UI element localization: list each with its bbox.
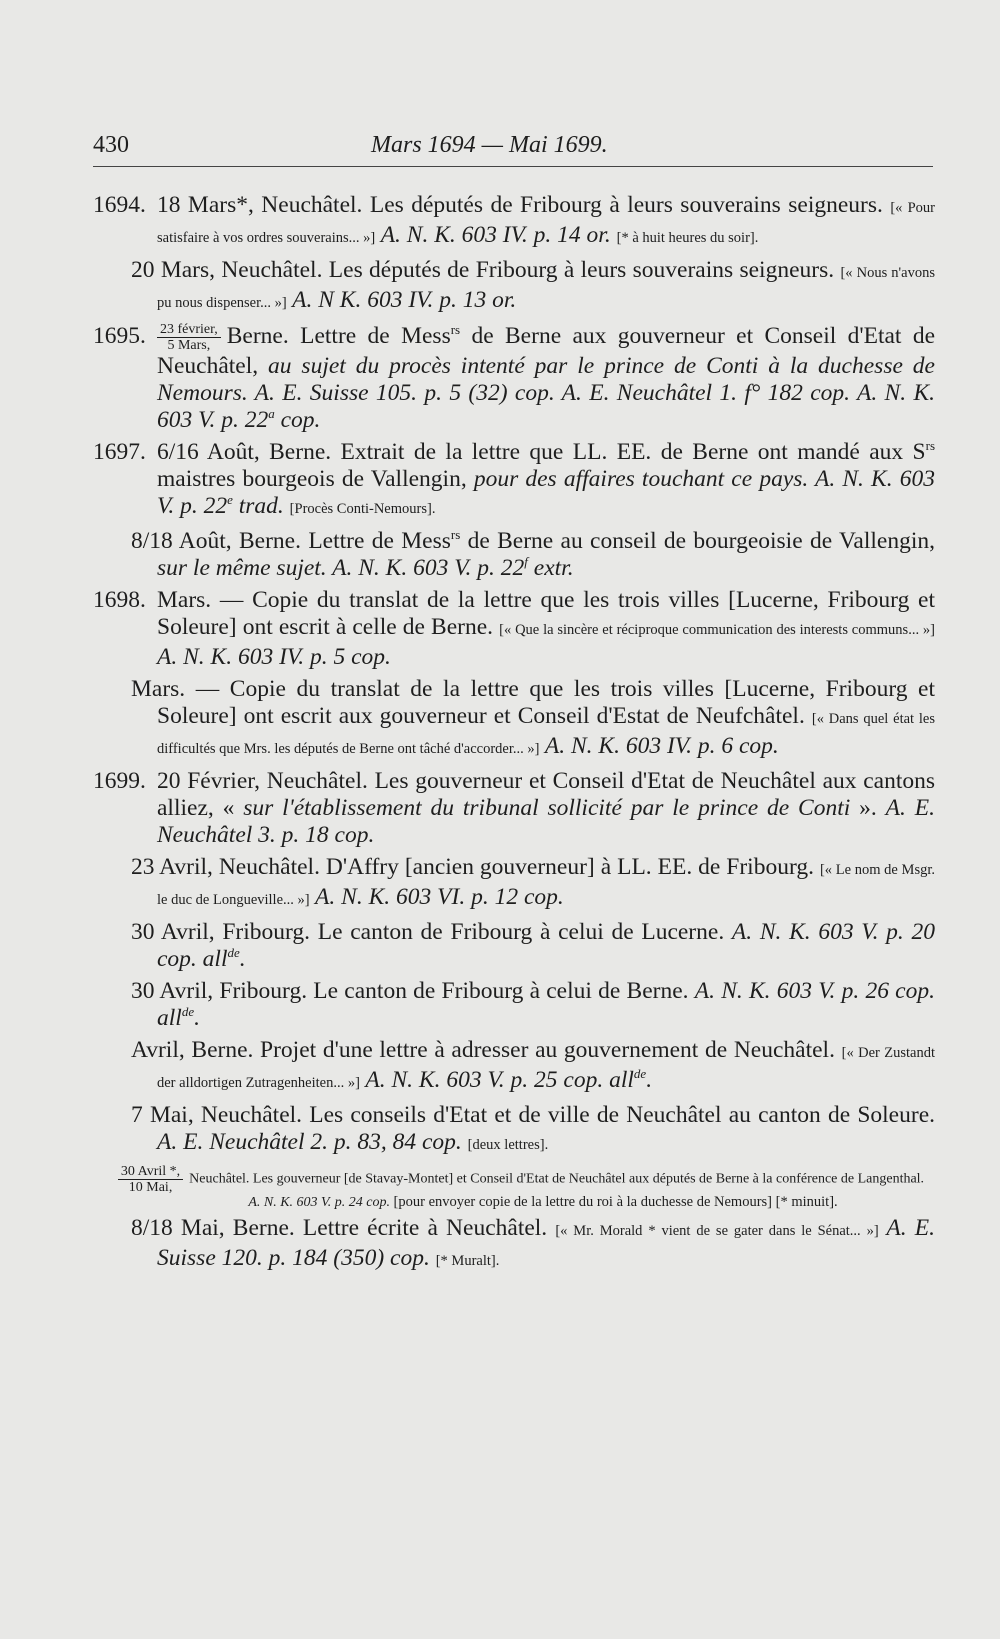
date-fraction-bottom: 5 Mars,: [167, 338, 211, 353]
archive-reference: .: [239, 946, 246, 972]
date-fraction-bottom: 10 Mai,: [128, 1180, 173, 1195]
entry-text: 8/18 Mai, Berne. Lettre écrite à Neuchâtel.: [131, 1215, 556, 1241]
entry: [93, 676, 935, 763]
archive-reference: trad.: [232, 493, 290, 519]
running-title: Mars 1694 — Mai 1699.: [371, 132, 608, 158]
entry-text: Mars. — Copie du translat de la lettre que les trois villes [Lucerne, Fribourg et Soleure] ont escrit aux gouverneur et Conseil d'Estat de Neufchâtel.: [131, 676, 935, 729]
entry-text: Neuchâtel. Les gouverneur [de Stavay-Montet] et Conseil d'Etat de Neuchâtel aux députés de Berne à la conférence de Langenthal.: [189, 1171, 925, 1187]
entry: [93, 528, 935, 582]
archive-reference: A. N K. 603 IV. p. 13 or.: [286, 287, 517, 313]
bracket-note: [« Pour satisfaire à vos ordres souverains... »]: [157, 200, 935, 246]
entry-text: 18 Mars*, Neuchâtel. Les députés de Fribourg à leurs souverains seigneurs.: [157, 192, 891, 218]
bracket-note: [« Nous n'avons pu nous dispenser... »]: [157, 265, 935, 311]
entry: [93, 919, 935, 973]
archive-reference: A. N. K. 603 V. p. 26 cop. all: [157, 978, 935, 1031]
entry: [93, 439, 935, 523]
entry: [93, 192, 935, 252]
bracket-note: [Procès Conti-Nemours].: [289, 501, 436, 517]
entry-text: 7 Mai, Neuchâtel. Les conseils d'Etat et de ville de Neuchâtel au canton de Soleure.: [131, 1102, 935, 1128]
archive-reference: A. N. K. 603 IV. p. 5 cop.: [157, 644, 391, 670]
archive-reference: sur l'établissement du tribunal sollicité par le prince de Conti: [243, 795, 851, 821]
archive-reference: A. N. K. 603 V. p. 25 cop. all: [359, 1067, 634, 1093]
entry: [93, 768, 935, 849]
superscript: rs: [925, 438, 935, 454]
bracket-note: [« Der Zustandt der alldortigen Zutragenheiten... »]: [157, 1045, 935, 1091]
archive-reference: A. E. Suisse 120. p. 184 (350) cop.: [157, 1215, 935, 1271]
entry-text: Berne. Lettre de Mess: [226, 322, 451, 349]
entry-text: 23 Avril, Neuchâtel. D'Affry [ancien gouverneur] à LL. EE. de Fribourg.: [131, 854, 820, 880]
bracket-note: [« Mr. Morald * vient de se gater dans le Sénat... »]: [555, 1223, 879, 1239]
entry-text: 6/16 Août, Berne. Extrait de la lettre que LL. EE. de Berne ont mandé aux S: [157, 439, 926, 465]
superscript: de: [633, 1066, 647, 1082]
entry-year: 1699.: [93, 768, 146, 794]
entry-year: 1698.: [93, 587, 146, 613]
date-fraction: [157, 322, 221, 353]
date-fraction-top: 23 février,: [157, 322, 221, 338]
superscript: rs: [450, 322, 461, 338]
entry: [93, 322, 935, 434]
archive-reference: A. E. Neuchâtel 3. p. 18 cop.: [157, 795, 936, 848]
archive-reference: extr.: [527, 555, 574, 581]
entry-year: 1695.: [93, 322, 146, 349]
superscript: f: [524, 554, 528, 570]
entry: [93, 587, 935, 671]
archive-reference: pour des affaires touchant ce pays. A. N. K. 603 V. p. 22: [157, 466, 935, 519]
entry-text: maistres bourgeois de Vallengin,: [157, 466, 474, 492]
archive-reference: au sujet du procès intenté par le prince de Conti à la duchesse de Nemours. A. E. Suisse 105. p. 5 (32) cop. A. E. Neuchâtel 1. f° 182 cop. A. N. K. 603 V. p. 22: [157, 353, 935, 433]
page-header: [93, 132, 933, 172]
entry: [93, 1102, 935, 1159]
entry-text: 20 Mars, Neuchâtel. Les députés de Fribourg à leurs souverains seigneurs.: [131, 257, 841, 283]
entry-text: de Berne aux gouverneur et Conseil d'Etat de Neuchâtel,: [157, 322, 935, 379]
entry-text: Avril, Berne. Projet d'une lettre à adresser au gouvernement de Neuchâtel.: [131, 1037, 842, 1063]
archive-reference: A. N. K. 603 IV. p. 6 cop.: [539, 733, 779, 759]
date-fraction: [118, 1164, 183, 1195]
archive-reference: A. N. K. 603 VI. p. 12 cop.: [309, 884, 564, 910]
entry-text: 30 Avril, Fribourg. Le canton de Fribourg à celui de Lucerne.: [131, 919, 732, 945]
date-fraction-top: 30 Avril *,: [118, 1164, 183, 1180]
entry-text: 8/18 Août, Berne. Lettre de Mess: [131, 528, 451, 554]
entry: [93, 1037, 935, 1097]
archive-reference: cop.: [274, 407, 321, 433]
bracket-note: [« Le nom de Msgr. le duc de Longueville... »]: [157, 862, 936, 908]
entry-text: Mars. — Copie du translat de la lettre que les trois villes [Lucerne, Fribourg et Soleure] ont escrit à celle de Berne.: [157, 587, 935, 640]
entry-text: de Berne au conseil de bourgeoisie de Vallengin,: [460, 528, 935, 554]
entry: [93, 1164, 929, 1210]
bracket-note: [pour envoyer copie de la lettre du roi à la duchesse de Nemours] [* minuit].: [393, 1194, 838, 1210]
superscript: rs: [450, 527, 461, 543]
superscript: de: [181, 1004, 195, 1020]
superscript: e: [227, 492, 233, 508]
entry-text: 30 Avril, Fribourg. Le canton de Fribourg à celui de Berne.: [131, 978, 695, 1004]
archive-reference: .: [194, 1005, 200, 1031]
bracket-note: [deux lettres].: [467, 1137, 549, 1153]
bracket-note: [* Muralt].: [435, 1253, 500, 1269]
entry: [93, 978, 935, 1032]
archive-reference: A. N. K. 603 V. p. 24 cop.: [248, 1195, 394, 1210]
archive-reference: sur le même sujet. A. N. K. 603 V. p. 22: [157, 555, 525, 581]
bracket-note: [* à huit heures du soir].: [616, 230, 759, 246]
entry: [93, 854, 935, 914]
entry-year: 1694.: [93, 192, 146, 218]
superscript: de: [227, 945, 240, 961]
archive-reference: .: [646, 1067, 653, 1093]
entry-year: 1697.: [93, 439, 146, 465]
archive-reference: A. N. K. 603 V. p. 20 cop. all: [157, 919, 936, 972]
entry: [93, 257, 935, 317]
entry-text: 20 Février, Neuchâtel. Les gouverneur et Conseil d'Etat de Neuchâtel aux cantons alliez, «: [157, 768, 935, 821]
page-number: 430: [93, 132, 129, 158]
bracket-note: [« Dans quel état les difficultés que Mrs. les députés de Berne ont tâché d'accorder... »]: [157, 711, 935, 757]
archive-reference: A. E. Neuchâtel 2. p. 83, 84 cop.: [157, 1129, 468, 1155]
entries-list: [93, 192, 935, 1280]
entry-text: ».: [850, 795, 886, 821]
bracket-note: [« Que la sincère et réciproque communication des interests communs... »]: [499, 622, 935, 638]
archive-reference: A. N. K. 603 IV. p. 14 or.: [375, 222, 617, 248]
entry: [93, 1215, 935, 1275]
superscript: a: [268, 406, 275, 422]
header-rule: [93, 166, 933, 167]
